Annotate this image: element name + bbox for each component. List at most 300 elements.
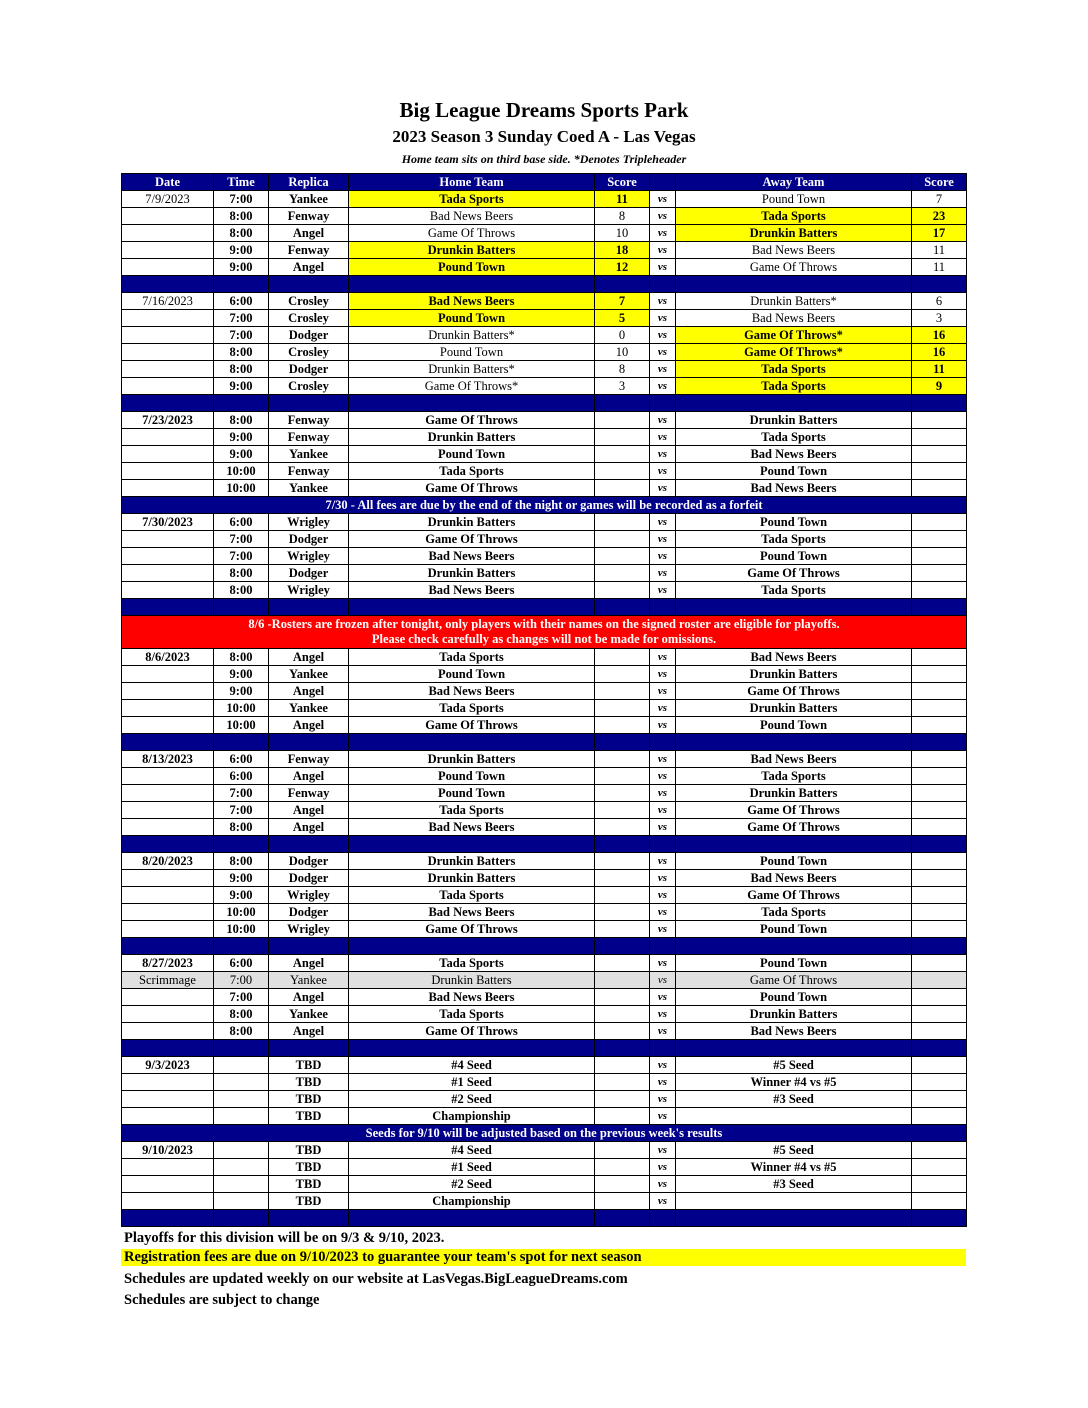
away-score	[912, 514, 967, 531]
game-time: 6:00	[214, 751, 269, 768]
home-team: Drunkin Batters*	[349, 327, 595, 344]
separator-cell	[214, 734, 269, 751]
vs-label: vs	[650, 378, 676, 395]
away-score: 11	[912, 259, 967, 276]
away-score	[912, 582, 967, 599]
game-time	[214, 1142, 269, 1159]
game-date	[122, 1193, 214, 1210]
field-replica: Angel	[269, 802, 349, 819]
field-replica: TBD	[269, 1057, 349, 1074]
away-score	[912, 870, 967, 887]
away-team	[676, 1193, 912, 1210]
home-score	[595, 565, 650, 582]
separator-cell	[349, 836, 595, 853]
field-replica: Dodger	[269, 531, 349, 548]
separator-row	[122, 276, 967, 293]
vs-label: vs	[650, 1193, 676, 1210]
home-score	[595, 548, 650, 565]
game-date	[122, 378, 214, 395]
away-team: Tada Sports	[676, 361, 912, 378]
notice-text: 7/30 - All fees are due by the end of the night or games will be recorded as a forfeit	[122, 497, 967, 514]
home-score: 7	[595, 293, 650, 310]
separator-cell	[122, 1040, 214, 1057]
game-time: 9:00	[214, 378, 269, 395]
away-score	[912, 904, 967, 921]
vs-label: vs	[650, 514, 676, 531]
away-score: 3	[912, 310, 967, 327]
separator-row	[122, 734, 967, 751]
game-date	[122, 819, 214, 836]
field-replica: Fenway	[269, 463, 349, 480]
away-score	[912, 463, 967, 480]
home-score	[595, 972, 650, 989]
separator-cell	[595, 734, 650, 751]
vs-label: vs	[650, 955, 676, 972]
field-replica: Angel	[269, 649, 349, 666]
home-score	[595, 1159, 650, 1176]
game-time: 8:00	[214, 565, 269, 582]
game-row	[122, 514, 967, 531]
game-row	[122, 700, 967, 717]
vs-label: vs	[650, 446, 676, 463]
game-time: 8:00	[214, 649, 269, 666]
away-score	[912, 1108, 967, 1125]
game-date	[122, 683, 214, 700]
away-score	[912, 531, 967, 548]
game-time: 6:00	[214, 768, 269, 785]
game-time: 8:00	[214, 853, 269, 870]
away-score	[912, 1006, 967, 1023]
away-team: Bad News Beers	[676, 242, 912, 259]
separator-cell	[269, 1210, 349, 1227]
separator-cell	[349, 599, 595, 616]
game-time: 6:00	[214, 293, 269, 310]
home-team: #4 Seed	[349, 1057, 595, 1074]
away-team: Drunkin Batters	[676, 700, 912, 717]
home-score: 12	[595, 259, 650, 276]
game-date: 9/10/2023	[122, 1142, 214, 1159]
home-team: Tada Sports	[349, 1006, 595, 1023]
separator-cell	[676, 734, 912, 751]
separator-cell	[349, 395, 595, 412]
separator-cell	[912, 1040, 967, 1057]
game-time	[214, 1074, 269, 1091]
game-row	[122, 1108, 967, 1125]
game-time: 9:00	[214, 242, 269, 259]
away-score	[912, 853, 967, 870]
page-subtitle: 2023 Season 3 Sunday Coed A - Las Vegas	[392, 127, 696, 146]
separator-cell	[122, 734, 214, 751]
home-score	[595, 1108, 650, 1125]
game-time: 10:00	[214, 700, 269, 717]
home-team: Drunkin Batters	[349, 853, 595, 870]
game-row	[122, 531, 967, 548]
home-score	[595, 514, 650, 531]
schedule-body	[122, 191, 967, 1227]
home-team: Drunkin Batters	[349, 972, 595, 989]
separator-cell	[122, 1210, 214, 1227]
home-team: Bad News Beers	[349, 582, 595, 599]
home-team: Pound Town	[349, 785, 595, 802]
home-team: Championship	[349, 1108, 595, 1125]
game-time: 7:00	[214, 785, 269, 802]
vs-label: vs	[650, 225, 676, 242]
vs-label: vs	[650, 1057, 676, 1074]
roster-alert	[122, 616, 967, 649]
vs-label: vs	[650, 751, 676, 768]
separator-cell	[214, 395, 269, 412]
away-team: Pound Town	[676, 853, 912, 870]
field-replica: Fenway	[269, 242, 349, 259]
game-time: 7:00	[214, 548, 269, 565]
home-score	[595, 531, 650, 548]
home-team: Drunkin Batters	[349, 565, 595, 582]
away-score	[912, 412, 967, 429]
separator-cell	[269, 734, 349, 751]
game-date	[122, 361, 214, 378]
game-row	[122, 463, 967, 480]
home-team: Game Of Throws	[349, 480, 595, 497]
notice-row	[122, 497, 967, 514]
separator-cell	[676, 836, 912, 853]
game-time: 10:00	[214, 463, 269, 480]
game-time: 8:00	[214, 361, 269, 378]
game-date	[122, 785, 214, 802]
away-team: Winner #4 vs #5	[676, 1074, 912, 1091]
away-score	[912, 548, 967, 565]
separator-cell	[650, 276, 676, 293]
game-row	[122, 480, 967, 497]
game-date	[122, 565, 214, 582]
away-score: 7	[912, 191, 967, 208]
separator-cell	[595, 395, 650, 412]
field-replica: Fenway	[269, 751, 349, 768]
game-date: 9/3/2023	[122, 1057, 214, 1074]
separator-cell	[595, 599, 650, 616]
separator-cell	[912, 395, 967, 412]
away-score: 9	[912, 378, 967, 395]
field-replica: Angel	[269, 768, 349, 785]
home-score	[595, 819, 650, 836]
separator-cell	[650, 1210, 676, 1227]
game-time	[214, 1176, 269, 1193]
game-date	[122, 717, 214, 734]
separator-cell	[912, 599, 967, 616]
vs-label: vs	[650, 480, 676, 497]
game-row	[122, 208, 967, 225]
roster-alert-line1: 8/6 -Rosters are frozen after tonight, only players with their names on the signed roster are eligible for playoffs.	[248, 617, 840, 631]
roster-alert-line2: Please check carefully as changes will not be made for omissions.	[371, 632, 717, 646]
game-row	[122, 802, 967, 819]
vs-label: vs	[650, 1006, 676, 1023]
separator-row	[122, 836, 967, 853]
separator-cell	[912, 1210, 967, 1227]
away-score	[912, 785, 967, 802]
footer-disclaimer: Schedules are subject to change	[124, 1292, 320, 1308]
game-time: 8:00	[214, 1023, 269, 1040]
away-score: 11	[912, 361, 967, 378]
home-team: Bad News Beers	[349, 208, 595, 225]
away-score	[912, 921, 967, 938]
home-team: Game Of Throws*	[349, 378, 595, 395]
home-score	[595, 904, 650, 921]
game-date: 7/9/2023	[122, 191, 214, 208]
vs-label: vs	[650, 683, 676, 700]
separator-cell	[214, 1040, 269, 1057]
game-date	[122, 1023, 214, 1040]
game-time	[214, 1193, 269, 1210]
away-team: Pound Town	[676, 463, 912, 480]
vs-label: vs	[650, 344, 676, 361]
vs-label: vs	[650, 242, 676, 259]
game-date: 8/27/2023	[122, 955, 214, 972]
game-time: 8:00	[214, 344, 269, 361]
game-time	[214, 1108, 269, 1125]
separator-cell	[214, 836, 269, 853]
away-team: Tada Sports	[676, 582, 912, 599]
field-replica: Angel	[269, 683, 349, 700]
home-team: Bad News Beers	[349, 819, 595, 836]
game-date: 7/30/2023	[122, 514, 214, 531]
away-score	[912, 819, 967, 836]
away-team: Game Of Throws	[676, 259, 912, 276]
away-team: Drunkin Batters	[676, 412, 912, 429]
away-score	[912, 955, 967, 972]
game-row	[122, 378, 967, 395]
away-score	[912, 649, 967, 666]
game-time	[214, 1057, 269, 1074]
vs-label: vs	[650, 582, 676, 599]
game-row	[122, 921, 967, 938]
game-time: 7:00	[214, 327, 269, 344]
away-team: Pound Town	[676, 921, 912, 938]
game-row	[122, 327, 967, 344]
away-team: Game Of Throws	[676, 887, 912, 904]
game-date	[122, 429, 214, 446]
game-time: 6:00	[214, 514, 269, 531]
game-time: 9:00	[214, 446, 269, 463]
game-time: 9:00	[214, 683, 269, 700]
home-score	[595, 1057, 650, 1074]
away-team: Bad News Beers	[676, 310, 912, 327]
away-team: Game Of Throws	[676, 565, 912, 582]
game-date	[122, 1159, 214, 1176]
field-replica: Dodger	[269, 327, 349, 344]
game-time: 9:00	[214, 870, 269, 887]
home-score	[595, 853, 650, 870]
away-team: Pound Town	[676, 548, 912, 565]
home-score	[595, 463, 650, 480]
home-score: 5	[595, 310, 650, 327]
table-header-row	[122, 174, 967, 191]
field-replica: Crosley	[269, 378, 349, 395]
home-score	[595, 582, 650, 599]
separator-cell	[269, 836, 349, 853]
vs-label: vs	[650, 293, 676, 310]
field-replica: Angel	[269, 259, 349, 276]
home-team: #2 Seed	[349, 1176, 595, 1193]
game-date	[122, 921, 214, 938]
game-date: 8/6/2023	[122, 649, 214, 666]
game-row	[122, 191, 967, 208]
game-row	[122, 1176, 967, 1193]
home-score	[595, 700, 650, 717]
game-date	[122, 344, 214, 361]
away-score: 6	[912, 293, 967, 310]
separator-cell	[676, 1210, 912, 1227]
separator-cell	[650, 836, 676, 853]
notice-row	[122, 1125, 967, 1142]
home-team: Tada Sports	[349, 191, 595, 208]
game-row	[122, 785, 967, 802]
separator-cell	[269, 1040, 349, 1057]
home-team: Tada Sports	[349, 700, 595, 717]
away-score	[912, 429, 967, 446]
away-score	[912, 1057, 967, 1074]
field-replica: Wrigley	[269, 887, 349, 904]
home-score	[595, 480, 650, 497]
roster-alert-row	[122, 616, 967, 649]
game-date	[122, 1176, 214, 1193]
away-score	[912, 1074, 967, 1091]
field-replica: Fenway	[269, 412, 349, 429]
field-replica: Wrigley	[269, 921, 349, 938]
field-replica: Fenway	[269, 785, 349, 802]
vs-label: vs	[650, 361, 676, 378]
field-replica: TBD	[269, 1159, 349, 1176]
separator-cell	[676, 599, 912, 616]
separator-cell	[676, 276, 912, 293]
game-row	[122, 293, 967, 310]
away-score	[912, 768, 967, 785]
game-row	[122, 225, 967, 242]
away-team: Tada Sports	[676, 429, 912, 446]
field-replica: Dodger	[269, 565, 349, 582]
home-team: Tada Sports	[349, 463, 595, 480]
home-team: Pound Town	[349, 310, 595, 327]
game-date	[122, 802, 214, 819]
page-title: Big League Dreams Sports Park	[399, 98, 689, 122]
vs-label: vs	[650, 1023, 676, 1040]
separator-row	[122, 395, 967, 412]
home-team: Game Of Throws	[349, 717, 595, 734]
home-team: Pound Town	[349, 768, 595, 785]
separator-cell	[269, 395, 349, 412]
separator-row	[122, 1210, 967, 1227]
page-note: Home team sits on third base side. *Denotes Tripleheader	[401, 152, 687, 166]
game-time: 8:00	[214, 819, 269, 836]
game-date	[122, 768, 214, 785]
game-date	[122, 887, 214, 904]
game-row	[122, 446, 967, 463]
home-score	[595, 717, 650, 734]
separator-cell	[349, 1210, 595, 1227]
field-replica: Yankee	[269, 972, 349, 989]
game-row	[122, 361, 967, 378]
schedule-table	[121, 173, 967, 1227]
separator-cell	[349, 276, 595, 293]
game-time: 9:00	[214, 429, 269, 446]
game-date	[122, 548, 214, 565]
game-date: Scrimmage	[122, 972, 214, 989]
game-row	[122, 1023, 967, 1040]
separator-cell	[595, 1210, 650, 1227]
footer-website: Schedules are updated weekly on our website at LasVegas.BigLeagueDreams.com	[124, 1271, 628, 1287]
separator-row	[122, 938, 967, 955]
home-score	[595, 1006, 650, 1023]
vs-label: vs	[650, 463, 676, 480]
home-team: Game Of Throws	[349, 412, 595, 429]
separator-cell	[122, 836, 214, 853]
vs-label: vs	[650, 1176, 676, 1193]
field-replica: TBD	[269, 1176, 349, 1193]
game-row	[122, 989, 967, 1006]
away-score: 16	[912, 327, 967, 344]
game-row	[122, 768, 967, 785]
vs-label: vs	[650, 259, 676, 276]
game-time: 7:00	[214, 531, 269, 548]
game-row	[122, 548, 967, 565]
separator-cell	[349, 1040, 595, 1057]
home-score: 0	[595, 327, 650, 344]
away-team: Tada Sports	[676, 378, 912, 395]
home-team: #4 Seed	[349, 1142, 595, 1159]
game-date	[122, 700, 214, 717]
vs-label: vs	[650, 565, 676, 582]
home-score	[595, 683, 650, 700]
home-team: Championship	[349, 1193, 595, 1210]
away-score	[912, 717, 967, 734]
col-vs	[650, 174, 676, 191]
field-replica: Fenway	[269, 208, 349, 225]
game-date	[122, 531, 214, 548]
col-date: Date	[122, 174, 214, 191]
home-team: Drunkin Batters	[349, 751, 595, 768]
separator-cell	[650, 395, 676, 412]
col-home-score: Score	[595, 174, 650, 191]
footer-playoffs: Playoffs for this division will be on 9/3 & 9/10, 2023.	[124, 1230, 445, 1246]
game-row	[122, 310, 967, 327]
away-team: Bad News Beers	[676, 446, 912, 463]
game-row	[122, 1142, 967, 1159]
field-replica: Wrigley	[269, 582, 349, 599]
home-team: Game Of Throws	[349, 225, 595, 242]
game-date	[122, 666, 214, 683]
home-team: #1 Seed	[349, 1159, 595, 1176]
game-date	[122, 870, 214, 887]
vs-label: vs	[650, 785, 676, 802]
away-score	[912, 1159, 967, 1176]
vs-label: vs	[650, 208, 676, 225]
away-score	[912, 683, 967, 700]
game-date: 7/16/2023	[122, 293, 214, 310]
field-replica: Angel	[269, 989, 349, 1006]
scrimmage-row	[122, 972, 967, 989]
game-row	[122, 429, 967, 446]
away-score	[912, 1142, 967, 1159]
home-score	[595, 751, 650, 768]
vs-label: vs	[650, 310, 676, 327]
away-team: Bad News Beers	[676, 870, 912, 887]
home-team: Bad News Beers	[349, 904, 595, 921]
vs-label: vs	[650, 327, 676, 344]
home-score: 3	[595, 378, 650, 395]
field-replica: Dodger	[269, 904, 349, 921]
vs-label: vs	[650, 1108, 676, 1125]
separator-cell	[214, 276, 269, 293]
away-score	[912, 802, 967, 819]
separator-cell	[650, 1040, 676, 1057]
